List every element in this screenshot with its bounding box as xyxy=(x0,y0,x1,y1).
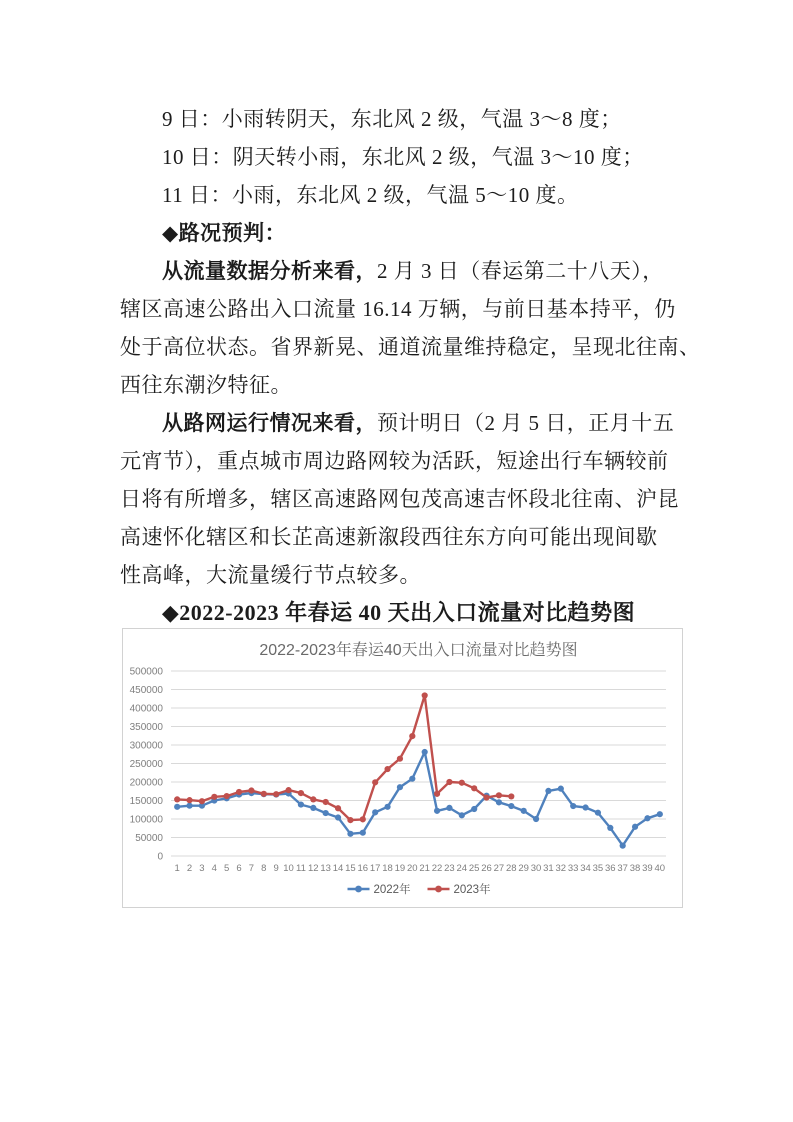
data-point xyxy=(199,798,205,804)
x-axis-tick-label: 36 xyxy=(605,863,616,874)
x-axis-tick-label: 19 xyxy=(394,863,406,874)
x-axis-tick-label: 27 xyxy=(493,863,505,874)
x-axis-tick-label: 5 xyxy=(224,863,230,874)
data-point xyxy=(186,803,192,809)
data-point xyxy=(397,756,403,762)
data-point xyxy=(186,797,192,803)
y-axis-tick-label: 400000 xyxy=(129,703,163,715)
y-axis-tick-label: 250000 xyxy=(129,759,163,770)
section-heading-road-forecast: ◆路况预判： xyxy=(162,221,287,245)
data-point xyxy=(545,788,551,794)
x-axis-tick-label: 9 xyxy=(273,863,279,874)
data-point xyxy=(471,806,477,812)
x-axis-tick-label: 21 xyxy=(419,863,430,874)
data-point xyxy=(347,831,353,837)
x-axis-tick-label: 24 xyxy=(456,863,468,874)
x-axis-tick-label: 20 xyxy=(407,863,418,874)
data-point xyxy=(508,803,514,809)
y-axis-tick-label: 100000 xyxy=(129,814,163,826)
data-point xyxy=(607,825,613,831)
y-axis-tick-label: 500000 xyxy=(129,666,163,678)
data-point xyxy=(434,808,440,814)
data-point xyxy=(582,804,588,810)
data-point xyxy=(285,787,291,793)
legend-marker-dot xyxy=(355,886,362,893)
data-point xyxy=(360,830,366,836)
data-point xyxy=(459,780,465,786)
data-point xyxy=(372,779,378,785)
data-point xyxy=(323,799,329,805)
y-axis-tick-label: 0 xyxy=(157,851,163,863)
legend-label: 2022年 xyxy=(373,884,411,896)
data-point xyxy=(446,805,452,811)
data-point xyxy=(533,816,539,822)
data-point xyxy=(644,815,650,821)
x-axis-tick-label: 38 xyxy=(629,863,641,874)
x-axis-tick-label: 35 xyxy=(592,863,604,874)
y-axis-tick-label: 300000 xyxy=(129,740,163,752)
x-axis-tick-label: 31 xyxy=(543,863,554,874)
data-point xyxy=(384,766,390,772)
x-axis-tick-label: 25 xyxy=(468,863,480,874)
paragraph-network-line2: 元宵节），重点城市周边路网较为活跃，短途出行车辆较前 xyxy=(120,449,669,473)
x-axis-tick-label: 6 xyxy=(236,863,242,874)
x-axis-tick-label: 37 xyxy=(617,863,628,874)
x-axis-tick-label: 30 xyxy=(530,863,542,874)
data-point xyxy=(360,816,366,822)
y-axis-tick-label: 350000 xyxy=(129,722,163,733)
data-point xyxy=(446,779,452,785)
x-axis-tick-label: 10 xyxy=(283,863,294,874)
data-point xyxy=(261,791,267,797)
y-axis-tick-label: 150000 xyxy=(129,796,163,807)
data-point xyxy=(570,803,576,809)
data-point xyxy=(335,814,341,820)
data-point xyxy=(298,801,304,807)
weather-line-day10: 10 日：阴天转小雨，东北风 2 级，气温 3～10 度； xyxy=(162,145,644,169)
x-axis-tick-label: 32 xyxy=(555,863,567,874)
x-axis-tick-label: 40 xyxy=(654,863,666,874)
chart-title: 2022-2023年春运40天出入口流量对比趋势图 xyxy=(259,642,578,659)
data-point xyxy=(471,785,477,791)
x-axis-tick-label: 12 xyxy=(308,863,319,874)
weather-line-day9: 9 日：小雨转阴天，东北风 2 级，气温 3～8 度； xyxy=(162,107,622,131)
y-axis-tick-label: 50000 xyxy=(135,833,163,844)
data-point xyxy=(248,787,254,793)
x-axis-tick-label: 15 xyxy=(345,863,356,874)
legend-label: 2023年 xyxy=(453,884,491,896)
paragraph-flow-line3: 处于高位状态。省界新晃、通道流量维持稳定，呈现北往南、 xyxy=(120,335,701,359)
data-point xyxy=(323,810,329,816)
data-point xyxy=(273,791,279,797)
x-axis-tick-label: 11 xyxy=(296,863,306,874)
y-axis-tick-label: 200000 xyxy=(129,777,163,789)
x-axis-tick-label: 13 xyxy=(320,863,331,874)
data-point xyxy=(632,824,638,830)
x-axis-tick-label: 33 xyxy=(567,863,579,874)
paragraph-network-line5: 性高峰，大流量缓行节点较多。 xyxy=(120,563,421,587)
data-point xyxy=(422,749,428,755)
data-point xyxy=(310,805,316,811)
series-line-2023年 xyxy=(177,695,511,820)
traffic-chart-frame xyxy=(122,628,683,908)
x-axis-tick-label: 4 xyxy=(211,863,217,874)
data-point xyxy=(335,805,341,811)
data-point xyxy=(298,790,304,796)
x-axis-tick-label: 18 xyxy=(382,863,393,874)
x-axis-tick-label: 8 xyxy=(261,863,267,874)
data-point xyxy=(174,804,180,810)
y-axis-tick-label: 450000 xyxy=(129,685,163,696)
data-point xyxy=(409,776,415,782)
x-axis-tick-label: 7 xyxy=(248,863,255,874)
x-axis-tick-label: 34 xyxy=(580,863,591,874)
data-point xyxy=(310,796,316,802)
x-axis-tick-label: 26 xyxy=(481,863,492,874)
paragraph-flow-line2: 辖区高速公路出入口流量 16.14 万辆，与前日基本持平，仍 xyxy=(120,297,676,321)
data-point xyxy=(224,793,230,799)
chart-section-title: ◆2022-2023 年春运 40 天出入口流量对比趋势图 xyxy=(161,600,636,625)
x-axis-tick-label: 2 xyxy=(186,863,193,874)
x-axis-tick-label: 22 xyxy=(431,863,443,874)
data-point xyxy=(496,799,502,805)
data-point xyxy=(347,817,353,823)
paragraph-network-line3: 日将有所增多，辖区高速路网包茂高速吉怀段北往南、沪昆 xyxy=(120,487,679,511)
data-point xyxy=(521,808,527,814)
data-point xyxy=(508,793,514,799)
paragraph-flow-line4: 西往东潮汐特征。 xyxy=(120,373,292,397)
data-point xyxy=(496,792,502,798)
paragraph-network-line1: 从路网运行情况来看，预计明日（2 月 5 日，正月十五 xyxy=(162,411,675,435)
document-lines xyxy=(120,100,701,630)
data-point xyxy=(174,796,180,802)
x-axis-tick-label: 17 xyxy=(369,863,381,874)
x-axis-tick-label: 16 xyxy=(357,863,369,874)
data-point xyxy=(422,692,428,698)
data-point xyxy=(211,794,217,800)
series-line-2022年 xyxy=(177,752,660,846)
x-axis-tick-label: 28 xyxy=(506,863,517,874)
data-point xyxy=(384,804,390,810)
paragraph-flow-line1: 从流量数据分析来看，2 月 3 日（春运第二十八天）， xyxy=(162,259,664,283)
data-point xyxy=(397,784,403,790)
x-axis-tick-label: 29 xyxy=(518,863,529,874)
legend-marker-dot xyxy=(435,886,442,893)
data-point xyxy=(236,789,242,795)
data-point xyxy=(372,809,378,815)
traffic-chart-svg xyxy=(123,629,682,907)
data-point xyxy=(409,733,415,739)
data-point xyxy=(434,791,440,797)
data-point xyxy=(483,794,489,800)
weather-line-day11: 11 日：小雨，东北风 2 级，气温 5～10 度。 xyxy=(162,183,579,207)
x-axis-tick-label: 3 xyxy=(199,863,205,874)
data-point xyxy=(558,786,564,792)
data-point xyxy=(657,811,663,817)
paragraph-network-line4: 高速怀化辖区和长芷高速新溆段西往东方向可能出现间歇 xyxy=(120,525,658,549)
x-axis-tick-label: 14 xyxy=(332,863,344,874)
data-point xyxy=(459,812,465,818)
data-point xyxy=(620,843,626,849)
x-axis-tick-label: 1 xyxy=(174,863,180,874)
x-axis-tick-label: 23 xyxy=(444,863,455,874)
data-point xyxy=(595,810,601,816)
x-axis-tick-label: 39 xyxy=(642,863,653,874)
